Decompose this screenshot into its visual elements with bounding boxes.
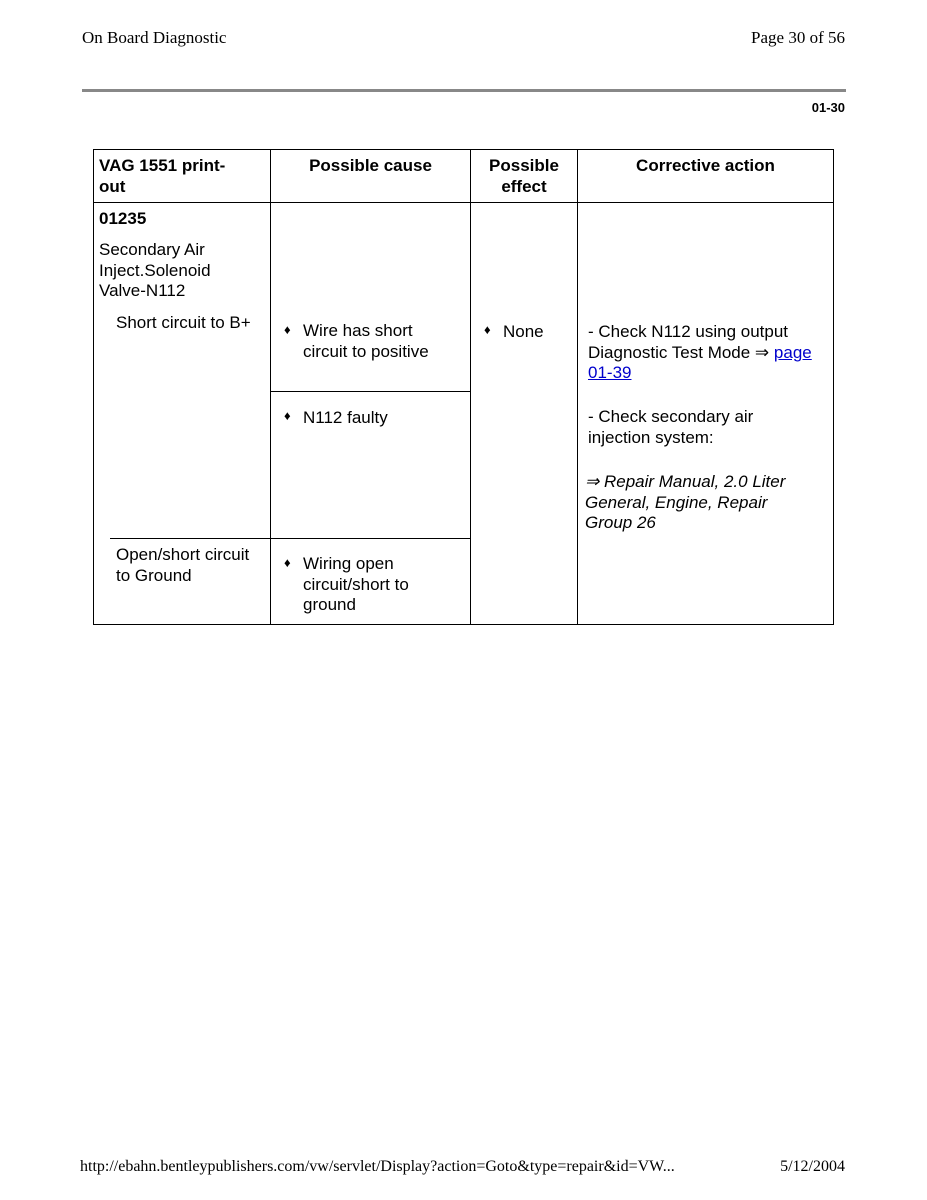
footer-url: http://ebahn.bentleypublishers.com/vw/servlet/Display?action=Goto&type=repair&id=VW... <box>80 1158 675 1175</box>
column-header-cause: Possible cause <box>309 156 432 175</box>
cause-wiring-open-short-ground: Wiring open circuit/short to ground <box>303 554 409 614</box>
fault-code: 01235 <box>99 209 147 228</box>
section-code: 01-30 <box>811 100 845 115</box>
column-header-printout: VAG 1551 print-out <box>99 156 226 196</box>
table-border-right <box>833 149 834 625</box>
action-repair-manual-reference: ⇒ Repair Manual, 2.0 Liter General, Engine, Repair Group 26 <box>585 472 786 532</box>
column-divider <box>470 149 471 625</box>
condition-open-short-ground: Open/short circuit to Ground <box>116 545 250 585</box>
action-check-secondary-air: - Check secondary air injection system: <box>588 407 754 447</box>
action-check-n112 <box>588 322 818 384</box>
page-number: Page 30 of 56 <box>751 28 845 47</box>
diagnostic-table <box>93 149 834 625</box>
document-title: On Board Diagnostic <box>82 28 227 47</box>
footer-date: 5/12/2004 <box>780 1158 845 1175</box>
table-border-left <box>93 149 94 625</box>
column-header-action: Corrective action <box>636 156 775 175</box>
table-border-bottom <box>93 624 834 625</box>
effect-none: None <box>503 322 544 341</box>
cause-row-divider <box>270 391 470 392</box>
condition-row-divider <box>110 538 470 539</box>
bullet-icon: ♦ <box>284 555 291 570</box>
cause-wire-short-positive: Wire has short circuit to positive <box>303 321 429 361</box>
bullet-icon: ♦ <box>284 408 291 423</box>
cause-n112-faulty: N112 faulty <box>303 408 388 427</box>
page-01-39-link[interactable]: page 01-39 <box>588 342 812 382</box>
column-divider <box>270 149 271 625</box>
column-header-effect: Possible effect <box>489 156 559 196</box>
header-rule <box>82 89 846 92</box>
component-name: Secondary Air Inject.Solenoid Valve-N112 <box>99 240 211 300</box>
bullet-icon: ♦ <box>484 322 491 337</box>
action-check-n112-text: - Check N112 using output Diagnostic Test Mode ⇒ <box>588 322 789 362</box>
bullet-icon: ♦ <box>284 322 291 337</box>
condition-short-circuit-b-plus: Short circuit to B+ <box>116 313 251 332</box>
table-border-top <box>93 149 834 150</box>
header-row-divider <box>93 202 834 203</box>
column-divider <box>577 149 578 625</box>
